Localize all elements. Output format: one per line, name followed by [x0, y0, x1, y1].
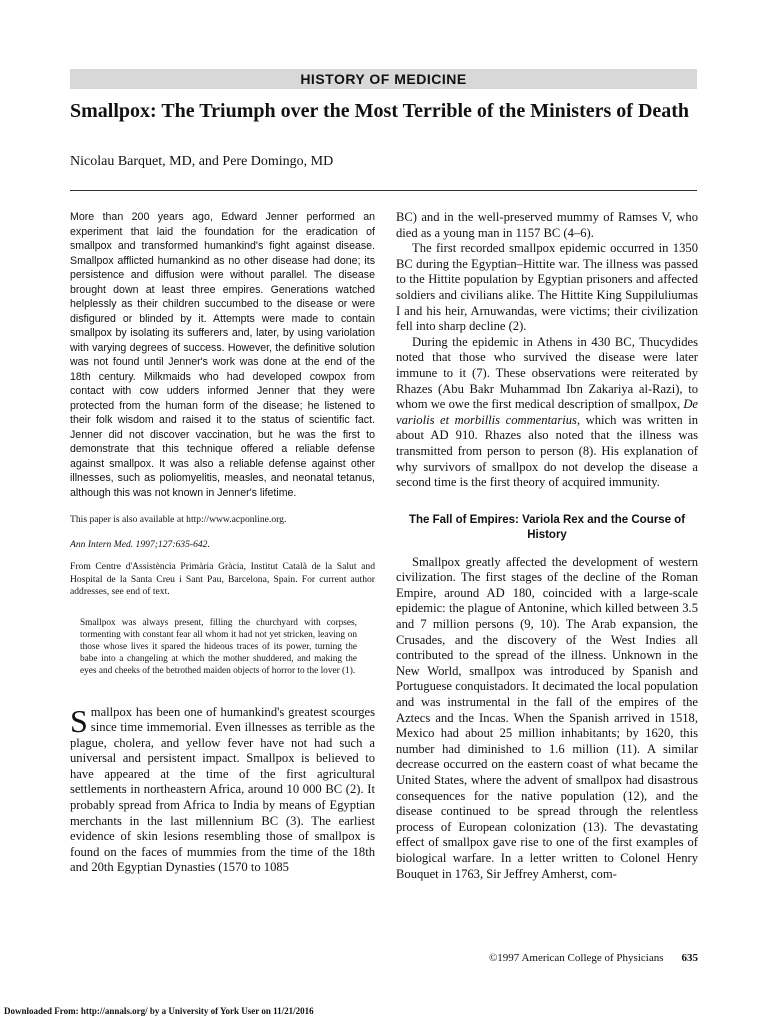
- body-text-right-2: [396, 555, 698, 882]
- article-title: Smallpox: The Triumph over the Most Terrible of the Ministers of Death: [70, 100, 690, 122]
- download-watermark: Downloaded From: http://annals.org/ by a University of York User on 11/21/2016: [4, 1006, 314, 1016]
- abstract: [70, 210, 375, 500]
- paragraph-ramses: BC) and in the well-preserved mummy of Ramses V, who died as a young man in 1157 BC (4–6).: [396, 210, 698, 240]
- section-subheading: The Fall of Empires: Variola Rex and the Course of History: [408, 513, 686, 541]
- journal-citation: Ann Intern Med. 1997;127:635-642.: [70, 538, 210, 550]
- paragraph-athens-text-a: During the epidemic in Athens in 430 BC, Thucydides noted that those who survived the disease were later immune to it (7). These observations were reiterated by Rhazes (Abu Bakr Muhammad Ibn Zakariya al-Razi), to whom we owe the first medical description of smallpox,: [396, 334, 698, 412]
- author-affiliation: From Centre d'Assistència Primària Gràcia, Institut Català de la Salut and Hospital de la Santa Creu i Sant Pau, Barcelona, Spain. For current author addresses, see end of text.: [70, 561, 375, 597]
- header-divider: [70, 190, 697, 191]
- paragraph-empires: Smallpox greatly affected the development of western civilization. The first stages of the decline of the Roman Empire, around AD 180, coincided with a large-scale epidemic: the plague of Antonine, which killed between 3.5 and 7 million persons (9, 10). The Arab expansion, the Crusades, and the discovery of the West Indies all contributed to the spread of the illness. Unknown in the New World, smallpox was introduced by Spanish and Portuguese conquistadors. It decimated the local population and was instrumental in the fall of the empires of the Aztecs and the Incas. When the Spanish arrived in 1518, Mexico had about 25 million inhabitants; by 1620, this number had diminished to 1.6 million (11). A similar decrease occurred on the eastern coast of what became the United States, where the advent of smallpox had disastrous consequences for the native population (12), and the disease continued to be spread through the relentless process of European colonization (13). The devastating effect of smallpox gave rise to one of the first examples of biological warfare. In a letter written to Colonel Henry Bouquet in 1763, Sir Jeffrey Amherst, com-: [396, 554, 698, 881]
- intro-paragraph-text: mallpox has been one of humankind's greatest scourges since time immemorial. Even illnesses as terrible as the plague, cholera, and yellow fever have not had such a universal and persistent impact. Smallpox is believed to have appeared at the time of the first agricultural settlements in northeastern Africa, around 10 000 BC (2). It probably spread from Africa to India by means of Egyptian merchants in the last millennium BC (3). The earliest evidence of skin lesions resembling those of smallpox is found on the faces of mummies from the time of the 18th and 20th Egyptian Dynasties (1570 to 1085: [70, 704, 375, 875]
- right-column: [396, 210, 698, 882]
- paragraph-athens: [396, 335, 698, 491]
- intro-paragraph: [70, 702, 375, 877]
- article-authors: Nicolau Barquet, MD, and Pere Domingo, MD: [70, 154, 334, 169]
- drop-cap: S: [70, 702, 88, 739]
- body-text-left: [70, 702, 375, 877]
- left-column: [70, 210, 375, 876]
- online-availability-note: This paper is also available at http://www.acponline.org.: [70, 514, 287, 525]
- paragraph-hittite: The first recorded smallpox epidemic occurred in 1350 BC during the Egyptian–Hittite war. The illness was passed to the Hittite population by Egyptian prisoners and affected soldiers and civilians alike. The Hittite King Suppiluliumas I and his heir, Arnuwandas, were victims; their civilization fell into sharp decline (2).: [396, 241, 698, 334]
- rhazes-book-title: De variolis et morbillis commentarius: [396, 397, 698, 427]
- section-header: HISTORY OF MEDICINE: [70, 69, 697, 89]
- copyright-notice: ©1997 American College of Physicians: [488, 952, 664, 964]
- body-text-right: [396, 210, 698, 491]
- paragraph-athens-text-b: , which was written in about AD 910. Rhazes also noted that the illness was transmitted from person to person (8). His explanation of why survivors of smallpox do not develop the disease a second time is the first theory of acquired immunity.: [396, 412, 699, 490]
- page-footer: [489, 951, 698, 965]
- page-number: 635: [681, 952, 698, 964]
- abstract-text: More than 200 years ago, Edward Jenner performed an experiment that laid the foundation for the eradication of smallpox and transformed humankind's fight against disease. Smallpox afflicted humankind as no other disease had done; its persistence and diffusion were without parallel. The disease brought down at least three empires. Generations watched helplessly as their children succumbed to the disease or were disfigured or blinded by it. Attempts were made to contain smallpox by isolating its sufferers and, later, by using variolation with varying degrees of success. However, the definitive solution was not found until Jenner's work was done at the end of the 18th century. Milkmaids who had developed cowpox from contact with cow udders informed Jenner that they were protected from the human form of the disease; he listened to their folk wisdom and raised it to the status of scientific fact. Jenner did not discover vaccination, but he was the first to demonstrate that this technique offered a reliable defense against smallpox. It was also a reliable defense against other illnesses, such as poliomyelitis, measles, and neonatal tetanus, although this was not known in Jenner's lifetime.: [70, 211, 375, 499]
- epigraph-quote: Smallpox was always present, filling the churchyard with corpses, tormenting with constant fear all whom it had not yet stricken, leaving on those whose lives it spared the hideous traces of its power, turning the babe into a changeling at which the mother shuddered, and making the eyes and cheeks of the betrothed maiden objects of horror to the lover (1).: [80, 617, 357, 676]
